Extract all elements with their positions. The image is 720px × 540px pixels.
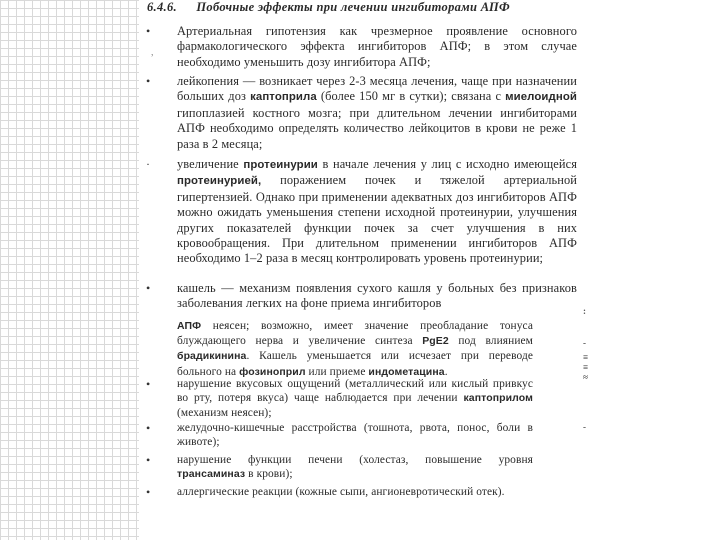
document-page	[139, 0, 720, 540]
highlighted-term: каптоприла	[250, 91, 317, 104]
text-run: увеличение	[177, 157, 244, 171]
text-run: Артериальная гипотензия как чрезмерное проявление основного фармакологического эффекта ингибиторов АПФ; в этом случае необходимо уменьшить дозу ингибитора АПФ;	[177, 24, 577, 69]
list-item-text	[177, 421, 533, 449]
text-run: . Кашель уменьшается или исчезает при переводе больного на	[177, 350, 533, 378]
text-run: или приеме	[305, 365, 369, 378]
highlighted-term: АПФ	[177, 321, 202, 332]
text-run: желудочно-кишечные расстройства (тошнота, рвота, понос, боли в животе);	[177, 422, 533, 449]
list-item-text	[177, 319, 533, 380]
list-item-text	[177, 157, 577, 267]
left-margin-pattern	[0, 0, 139, 540]
bullet-marker: •	[146, 485, 151, 499]
text-run: нарушение вкусовых ощущений (металлический или кислый привкус во рту, потеря вкуса) чаще наблюдается при лечении	[177, 378, 533, 405]
text-run: (более 150 мг в сутки); связана с	[316, 89, 506, 104]
section-heading	[147, 0, 510, 15]
list-item-text	[177, 485, 533, 499]
text-run: аллергические реакции (кожные сыпи, ангионевротический отек).	[177, 486, 505, 498]
highlighted-term: протеинурии	[243, 159, 318, 171]
text-run: под влиянием	[448, 335, 533, 348]
scan-speck: ,	[151, 47, 154, 58]
highlighted-term: протеинурией,	[177, 175, 262, 188]
highlighted-term: брадикинина	[177, 351, 247, 363]
bullet-marker: •	[146, 453, 151, 467]
highlighted-term: PgE2	[422, 336, 449, 348]
list-item-text	[177, 377, 533, 421]
bullet-marker: •	[146, 377, 151, 391]
text-run: гипоплазией костного мозга; при длительном лечении ингибиторами АПФ необходимо определять количество лейкоцитов в крови не реже 1 раза в 2 месяца;	[177, 105, 577, 151]
section-title: Побочные эффекты при лечении ингибиторами АПФ	[196, 0, 510, 14]
list-item-text	[177, 453, 533, 482]
text-run: лейкопения — возникает через 2-3 месяца лечения, чаще при назначении больших доз	[177, 74, 577, 104]
text-run: в начале лечения у лиц с исходно имеющейся	[317, 157, 577, 171]
text-run: в крови);	[245, 468, 293, 481]
list-item-text	[177, 74, 577, 152]
bullet-marker: •	[146, 24, 151, 38]
text-run: .	[444, 365, 448, 378]
list-item-text	[177, 24, 577, 70]
highlighted-term: трансаминаз	[177, 469, 246, 481]
text-run: неясен; возможно, имеет значение преобладание тонуса блуждающего нерва и увеличение синтеза	[177, 320, 533, 348]
section-number: 6.4.6.	[147, 0, 177, 14]
text-run: нарушение функции печени (холестаз, повышение уровня	[177, 454, 533, 466]
highlighted-term: каптоприлом	[463, 393, 533, 405]
list-item-text	[177, 281, 577, 312]
text-run: кашель — механизм появления сухого кашля у больных без признаков заболевания легких на фоне приема ингибиторов	[177, 281, 577, 311]
text-run: (механизм неясен);	[177, 407, 272, 420]
bullet-marker: •	[146, 74, 151, 88]
highlighted-term: фозиноприл	[239, 366, 306, 378]
bullet-marker: •	[146, 281, 151, 295]
text-run: поражением почек и тяжелой артериальной гипертензией. Однако при применении адекватных доз ингибиторов АПФ можно ожидать уменьшения степени исходной протеинурии, улучшения других показателей функции почек за счет улучшения в них кровообращения. При длительном применении ингибиторов АПФ необходимо 1–2 раза в месяц контролировать уровень протеинурии;	[177, 173, 577, 266]
bullet-marker: ·	[146, 157, 150, 171]
highlighted-term: миелоидной	[505, 91, 577, 104]
margin-scan-marks: : - ≡ ≡ ≈ -	[583, 306, 589, 432]
bullet-marker: •	[146, 421, 151, 435]
highlighted-term: индометацина	[368, 366, 445, 378]
